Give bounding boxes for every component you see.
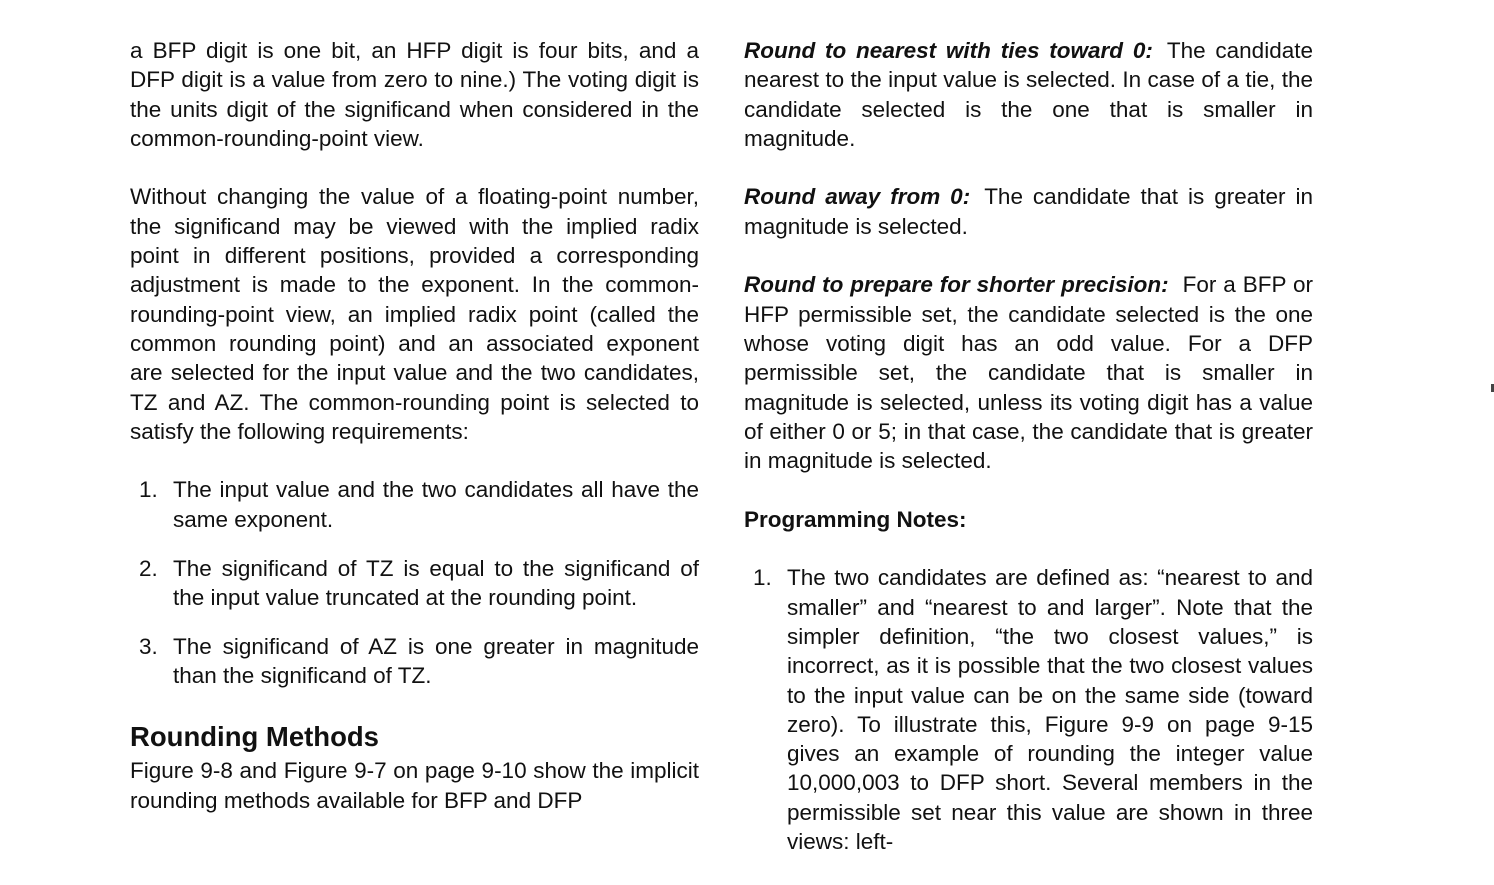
programming-notes-list [744, 563, 1313, 856]
list-item-number: 2. [139, 555, 158, 581]
list-item [130, 475, 699, 534]
left-column [130, 36, 699, 844]
paragraph-rounding-methods: Figure 9-8 and Figure 9-7 on page 9-10 show the implicit rounding methods available for BFP and DFP [130, 758, 699, 813]
list-item-text: The two candidates are defined as: “nearest to and smaller” and “nearest to and larger”. Note that the simpler definition, “the two closest values,” is incorrect, as it is possible that the two closest values to the input value can be on the same side (toward zero). To illustrate this, Figure 9-9 on page 9-15 gives an example of rounding the integer value 10,000,003 to DFP short. Several members in the permissible set near this value are shown in three views: left- [787, 565, 1313, 855]
paragraph-common-rounding-point: Without changing the value of a floating-point number, the significand may be viewed with the implied radix point in different positions, provided a corresponding adjustment is made to the exponent. In the common-rounding-point view, an implied radix point (called the common rounding point) and an associated exponent are selected for the input value and the two candidates, TZ and AZ. The common-rounding point is selected to satisfy the following requirements: [130, 184, 699, 444]
method-away-from-zero [744, 182, 1313, 241]
method-description: The candidate nearest to the input value is selected. In case of a tie, the candidate selected is the one that is smaller in magnitude. [744, 38, 1313, 151]
list-item-text: The significand of AZ is one greater in magnitude than the significand of TZ. [173, 633, 699, 689]
method-term: Round to prepare for shorter precision: [744, 272, 1169, 298]
list-item-number: 3. [139, 633, 158, 659]
right-column [744, 36, 1313, 885]
list-item [130, 632, 699, 691]
method-term: Round to nearest with ties toward 0: [744, 38, 1153, 63]
method-shorter-precision [744, 270, 1313, 475]
list-item [744, 563, 1313, 856]
list-item-number: 1. [753, 565, 772, 591]
paragraph-voting-digit: a BFP digit is one bit, an HFP digit is four bits, and a DFP digit is a value from zero to nine.) The voting digit is the units digit of the significand when considered in the common-rounding-point view. [130, 38, 699, 151]
requirements-list [130, 475, 699, 690]
method-description: For a BFP or HFP permissible set, the candidate selected is the one whose voting digit has an odd value. For a DFP permissible set, the candidate that is smaller in magnitude is selected, unless its voting digit has a value of either 0 or 5; in that case, the candidate that is greater in magnitude is selected. [744, 272, 1313, 474]
section-heading: Rounding Methods [130, 721, 379, 753]
list-item-number: 1. [139, 477, 158, 503]
method-description: The candidate that is greater in magnitude is selected. [744, 184, 1313, 239]
method-term: Round away from 0: [744, 184, 971, 210]
method-tie-toward-zero [744, 36, 1313, 153]
list-item-text: The significand of TZ is equal to the significand of the input value truncated at the rounding point. [173, 555, 699, 610]
list-item [130, 554, 699, 613]
list-item-text: The input value and the two candidates all have the same exponent. [173, 477, 699, 532]
programming-notes-heading: Programming Notes: [744, 506, 967, 532]
